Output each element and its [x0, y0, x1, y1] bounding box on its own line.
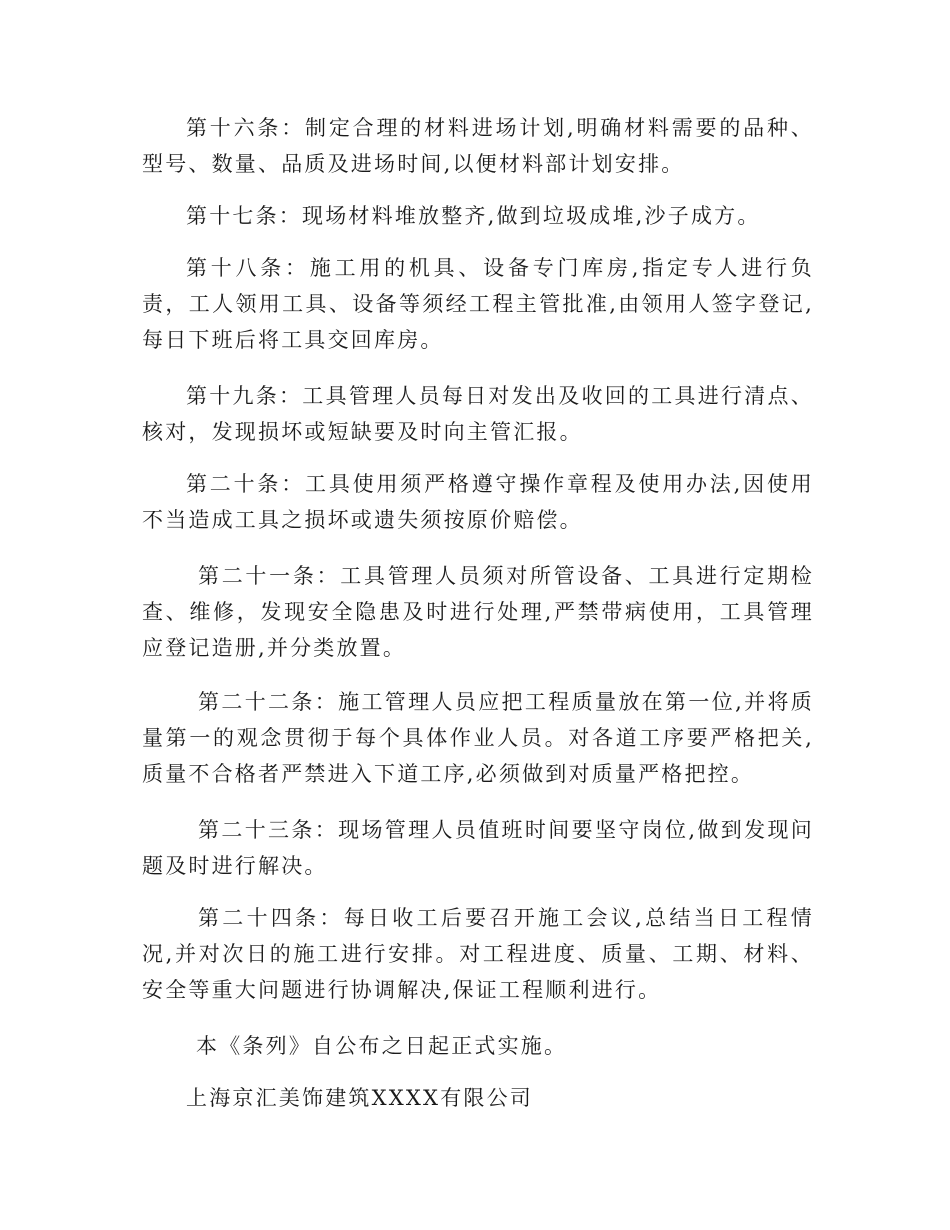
- article-19: 第十九条：工具管理人员每日对发出及收回的工具进行清点、核对，发现损坏或短缺要及时向主管汇报。: [142, 384, 814, 444]
- effective-statement: 本《条列》自公布之日起正式实施。: [196, 1034, 568, 1058]
- company-name: 上海京汇美饰建筑XXXX有限公司: [186, 1086, 533, 1110]
- article-21: 第二十一条：工具管理人员须对所管设备、工具进行定期检查、维修，发现安全隐患及时进行处理,严禁带病使用，工具管理应登记造册,并分类放置。: [142, 564, 814, 660]
- article-18: 第十八条：施工用的机具、设备专门库房,指定专人进行负责，工人领用工具、设备等须经工程主管批准,由领用人签字登记,每日下班后将工具交回库房。: [142, 256, 814, 352]
- article-24: 第二十四条：每日收工后要召开施工会议,总结当日工程情况,并对次日的施工进行安排。对工程进度、质量、工期、材料、安全等重大问题进行协调解决,保证工程顺利进行。: [142, 906, 814, 1002]
- article-17: 第十七条：现场材料堆放整齐,做到垃圾成堆,沙子成方。: [186, 204, 761, 228]
- article-16: 第十六条：制定合理的材料进场计划,明确材料需要的品种、型号、数量、品质及进场时间,以便材料部计划安排。: [142, 116, 814, 176]
- article-20: 第二十条：工具使用须严格遵守操作章程及使用办法,因使用不当造成工具之损坏或遗失须按原价赔偿。: [142, 472, 814, 532]
- article-22: 第二十二条：施工管理人员应把工程质量放在第一位,并将质量第一的观念贯彻于每个具体作业人员。对各道工序要严格把关,质量不合格者严禁进入下道工序,必须做到对质量严格把控。: [142, 690, 814, 786]
- article-23: 第二十三条：现场管理人员值班时间要坚守岗位,做到发现问题及时进行解决。: [142, 818, 814, 878]
